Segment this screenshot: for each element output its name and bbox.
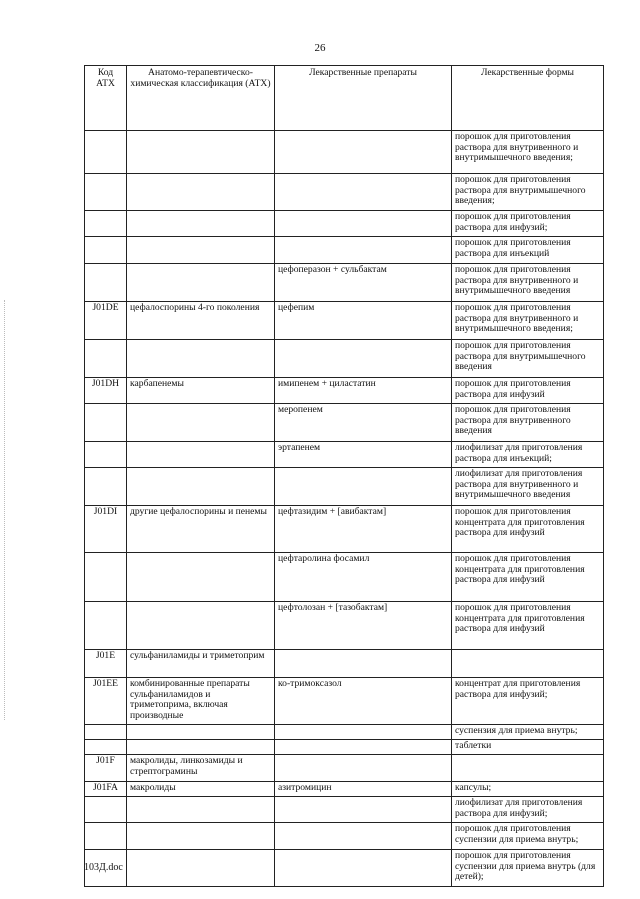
- table-row: [85, 442, 604, 468]
- row-code: J01DI: [85, 506, 127, 553]
- row-drug: [275, 740, 452, 755]
- row-classification: [127, 237, 275, 264]
- row-classification: цефалоспорины 4-го поколения: [127, 302, 275, 340]
- row-form: суспензия для приема внутрь;: [452, 725, 604, 740]
- row-form: капсулы;: [452, 782, 604, 797]
- row-drug: азитромицин: [275, 782, 452, 797]
- row-drug: цефтолозан + [тазобактам]: [275, 602, 452, 650]
- row-form: концентрат для приготовления раствора для инфузий;: [452, 678, 604, 725]
- row-drug: [275, 850, 452, 887]
- row-code: [85, 174, 127, 211]
- table-row: [85, 678, 604, 725]
- row-classification: [127, 553, 275, 602]
- table-row: [85, 755, 604, 782]
- page-number: 26: [314, 42, 326, 54]
- row-form: лиофилизат для приготовления раствора для инфузий;: [452, 797, 604, 823]
- row-code: [85, 468, 127, 506]
- row-classification: [127, 602, 275, 650]
- document-filename: 103Д.doc: [84, 862, 123, 873]
- row-form: порошок для приготовления раствора для внутривенного и внутримышечного введения;: [452, 131, 604, 174]
- row-drug: [275, 468, 452, 506]
- row-drug: цефепим: [275, 302, 452, 340]
- row-form: порошок для приготовления суспензии для приема внутрь;: [452, 823, 604, 850]
- table-row: [85, 650, 604, 678]
- row-code: [85, 404, 127, 442]
- row-drug: [275, 237, 452, 264]
- table-row: [85, 468, 604, 506]
- row-classification: макролиды: [127, 782, 275, 797]
- row-code: [85, 237, 127, 264]
- table-row: [85, 211, 604, 237]
- row-form: порошок для приготовления концентрата для приготовления раствора для инфузий: [452, 602, 604, 650]
- table-row: [85, 797, 604, 823]
- row-form: порошок для приготовления раствора для инфузий: [452, 378, 604, 404]
- row-form: лиофилизат для приготовления раствора для инъекций;: [452, 442, 604, 468]
- table-row: [85, 264, 604, 302]
- header-code: Код АТХ: [85, 66, 127, 131]
- row-classification: сульфаниламиды и триметоприм: [127, 650, 275, 678]
- row-code: [85, 553, 127, 602]
- row-classification: [127, 264, 275, 302]
- table-row: [85, 404, 604, 442]
- row-classification: [127, 468, 275, 506]
- row-drug: [275, 650, 452, 678]
- row-form: таблетки: [452, 740, 604, 755]
- row-code: J01EE: [85, 678, 127, 725]
- row-drug: [275, 755, 452, 782]
- table-row: [85, 174, 604, 211]
- row-drug: [275, 725, 452, 740]
- row-drug: эртапенем: [275, 442, 452, 468]
- row-drug: [275, 823, 452, 850]
- row-drug: меропенем: [275, 404, 452, 442]
- row-drug: [275, 211, 452, 237]
- header-forms: Лекарственные формы: [452, 66, 604, 131]
- row-form: порошок для приготовления раствора для внутривенного и внутримышечного введения: [452, 264, 604, 302]
- table-header-row: [85, 66, 604, 131]
- table-row: [85, 340, 604, 378]
- table-row: [85, 302, 604, 340]
- header-classification: Анатомо-терапевтическо-химическая классификация (АТХ): [127, 66, 275, 131]
- row-drug: [275, 340, 452, 378]
- row-drug: имипенем + циластатин: [275, 378, 452, 404]
- row-code: J01F: [85, 755, 127, 782]
- row-classification: карбапенемы: [127, 378, 275, 404]
- row-form: лиофилизат для приготовления раствора для внутривенного и внутримышечного введения: [452, 468, 604, 506]
- row-drug: цефтаролина фосамил: [275, 553, 452, 602]
- row-code: [85, 442, 127, 468]
- table-row: [85, 553, 604, 602]
- row-code: [85, 340, 127, 378]
- table-row: [85, 237, 604, 264]
- table-row: [85, 850, 604, 887]
- row-code: [85, 823, 127, 850]
- table-row: [85, 782, 604, 797]
- row-form: порошок для приготовления суспензии для приема внутрь (для детей);: [452, 850, 604, 887]
- table-row: [85, 602, 604, 650]
- row-form: порошок для приготовления раствора для инъекций: [452, 237, 604, 264]
- row-code: J01FA: [85, 782, 127, 797]
- scan-edge-mark: [4, 300, 6, 720]
- row-classification: [127, 797, 275, 823]
- row-form: порошок для приготовления раствора для инфузий;: [452, 211, 604, 237]
- row-classification: другие цефалоспорины и пенемы: [127, 506, 275, 553]
- row-drug: [275, 174, 452, 211]
- row-classification: [127, 823, 275, 850]
- row-code: [85, 131, 127, 174]
- row-form: порошок для приготовления раствора для внутривенного введения: [452, 404, 604, 442]
- atx-table: [84, 65, 604, 887]
- row-classification: [127, 442, 275, 468]
- row-drug: [275, 131, 452, 174]
- table-row: [85, 740, 604, 755]
- row-classification: макролиды, линкозамиды и стрептограмины: [127, 755, 275, 782]
- row-code: J01DH: [85, 378, 127, 404]
- row-code: J01DE: [85, 302, 127, 340]
- table-row: [85, 131, 604, 174]
- table-row: [85, 725, 604, 740]
- row-code: [85, 797, 127, 823]
- row-classification: [127, 725, 275, 740]
- row-form: порошок для приготовления раствора для внутримышечного введения;: [452, 174, 604, 211]
- row-form: порошок для приготовления раствора для внутримышечного введения: [452, 340, 604, 378]
- table-row: [85, 823, 604, 850]
- row-form: порошок для приготовления концентрата для приготовления раствора для инфузий: [452, 553, 604, 602]
- row-form: порошок для приготовления концентрата для приготовления раствора для инфузий: [452, 506, 604, 553]
- row-classification: [127, 404, 275, 442]
- row-classification: [127, 340, 275, 378]
- row-classification: [127, 740, 275, 755]
- header-drugs: Лекарственные препараты: [275, 66, 452, 131]
- row-form: [452, 755, 604, 782]
- row-classification: [127, 131, 275, 174]
- row-code: [85, 602, 127, 650]
- row-code: [85, 740, 127, 755]
- row-classification: комбинированные препараты сульфаниламидов и триметоприма, включая производные: [127, 678, 275, 725]
- row-classification: [127, 211, 275, 237]
- row-form: порошок для приготовления раствора для внутривенного и внутримышечного введения;: [452, 302, 604, 340]
- row-classification: [127, 850, 275, 887]
- table-row: [85, 378, 604, 404]
- row-code: [85, 211, 127, 237]
- row-drug: ко-тримоксазол: [275, 678, 452, 725]
- row-form: [452, 650, 604, 678]
- row-classification: [127, 174, 275, 211]
- row-drug: цефоперазон + сульбактам: [275, 264, 452, 302]
- row-drug: [275, 797, 452, 823]
- row-drug: цефтазидим + [авибактам]: [275, 506, 452, 553]
- row-code: [85, 264, 127, 302]
- row-code: [85, 725, 127, 740]
- table-row: [85, 506, 604, 553]
- row-code: J01E: [85, 650, 127, 678]
